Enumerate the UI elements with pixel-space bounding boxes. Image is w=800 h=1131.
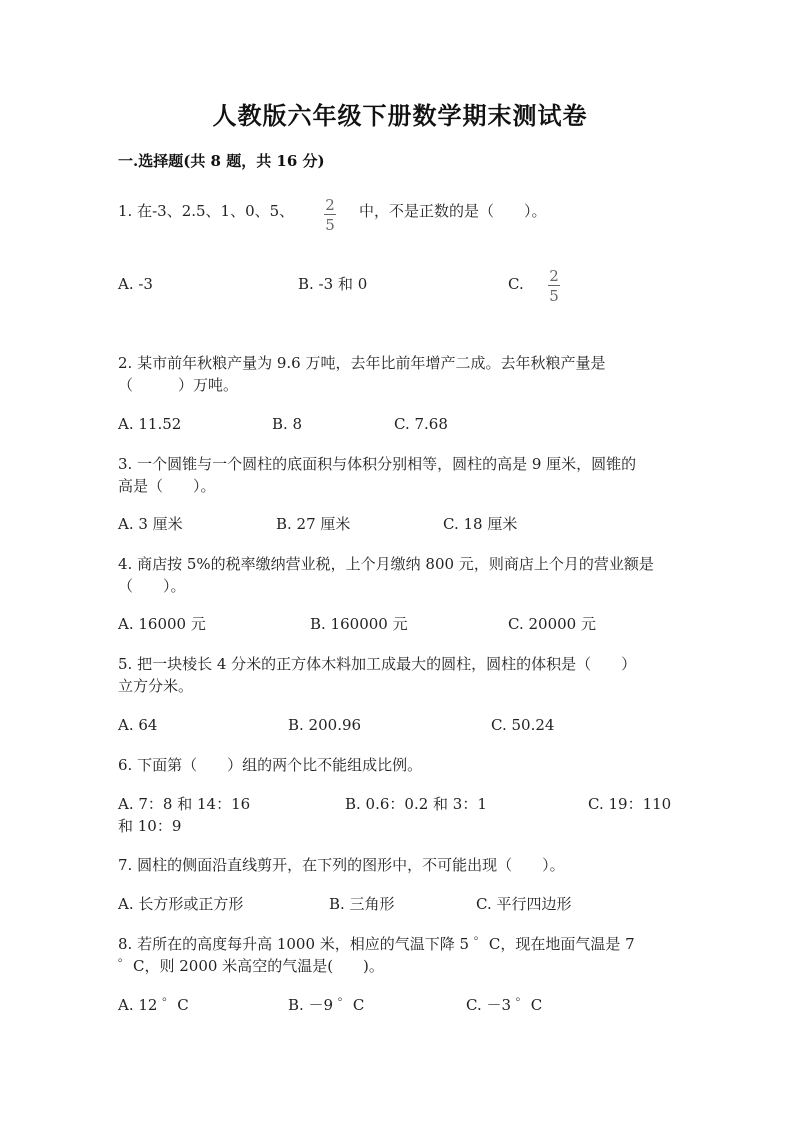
question-7-line-1: 7. 圆柱的侧面沿直线剪开，在下列的图形中，不可能出现（ ）。 xyxy=(118,856,565,874)
question-1-option-c-fraction xyxy=(547,268,561,304)
question-2-option-c[interactable]: C. 7.68 xyxy=(394,415,448,433)
question-6-option-a[interactable]: A. 7：8 和 14：16 xyxy=(118,795,251,813)
question-6-option-c[interactable]: C. 19：110 xyxy=(588,795,672,813)
question-3-option-a[interactable]: A. 3 厘米 xyxy=(118,515,183,533)
fraction-denominator: 5 xyxy=(549,287,559,305)
question-5-line-1: 5. 把一块棱长 4 分米的正方体木料加工成最大的圆柱，圆柱的体积是（ ） xyxy=(118,655,637,673)
fraction-bar xyxy=(324,214,336,215)
question-7-option-b[interactable]: B. 三角形 xyxy=(329,895,395,913)
question-1-fraction xyxy=(323,197,337,233)
question-2-option-b[interactable]: B. 8 xyxy=(272,415,303,433)
question-3-option-c[interactable]: C. 18 厘米 xyxy=(443,515,518,533)
question-4-line-2: （ ）。 xyxy=(118,577,186,595)
question-5-option-a[interactable]: A. 64 xyxy=(118,716,158,734)
question-1-stem-after: 中，不是正数的是（ ）。 xyxy=(359,202,547,220)
page-title: 人教版六年级下册数学期末测试卷 xyxy=(212,101,588,130)
question-7-option-c[interactable]: C. 平行四边形 xyxy=(476,895,572,913)
question-4-line-1: 4. 商店按 5%的税率缴纳营业税，上个月缴纳 800 元，则商店上个月的营业额是 xyxy=(118,555,654,573)
question-8-option-a[interactable]: A. 12 ゜C xyxy=(118,996,189,1014)
question-2-line-1: 2. 某市前年秋粮产量为 9.6 万吨，去年比前年增产二成。去年秋粮产量是 xyxy=(118,354,606,372)
question-8-line-1: 8. 若所在的高度每升高 1000 米，相应的气温下降 5 ゜C，现在地面气温是 7 xyxy=(118,935,635,953)
question-4-option-b[interactable]: B. 160000 元 xyxy=(310,615,408,633)
question-8-line-2: ゜C，则 2000 米高空的气温是( )。 xyxy=(118,957,384,975)
question-7-option-a[interactable]: A. 长方形或正方形 xyxy=(118,895,244,913)
question-4-option-a[interactable]: A. 16000 元 xyxy=(118,615,206,633)
fraction-numerator: 2 xyxy=(549,267,559,285)
question-3-line-2: 高是（ ）。 xyxy=(118,477,216,495)
question-5-option-c[interactable]: C. 50.24 xyxy=(491,716,555,734)
question-5-option-b[interactable]: B. 200.96 xyxy=(288,716,362,734)
fraction-bar xyxy=(548,285,560,286)
fraction-denominator: 5 xyxy=(325,216,335,234)
question-1-option-c[interactable]: C. xyxy=(508,275,524,293)
question-2-line-2: （ ）万吨。 xyxy=(118,376,239,394)
question-8-option-b[interactable]: B. －9 ゜C xyxy=(288,996,365,1014)
question-1-option-a[interactable]: A. -3 xyxy=(118,275,153,293)
question-1-option-b[interactable]: B. -3 和 0 xyxy=(298,275,368,293)
question-6-line-1: 6. 下面第（ ）组的两个比不能组成比例。 xyxy=(118,756,423,774)
fraction-numerator: 2 xyxy=(325,196,335,214)
question-5-line-2: 立方分米。 xyxy=(118,677,194,695)
question-3-line-1: 3. 一个圆锥与一个圆柱的底面积与体积分别相等，圆柱的高是 9 厘米，圆锥的 xyxy=(118,455,637,473)
question-3-option-b[interactable]: B. 27 厘米 xyxy=(276,515,351,533)
question-6-option-a-continuation: 和 10：9 xyxy=(118,817,182,835)
question-6-option-b[interactable]: B. 0.6：0.2 和 3：1 xyxy=(345,795,487,813)
question-4-option-c[interactable]: C. 20000 元 xyxy=(508,615,596,633)
section-heading: 一.选择题(共 8 题，共 16 分) xyxy=(118,152,325,170)
question-2-option-a[interactable]: A. 11.52 xyxy=(118,415,182,433)
question-8-option-c[interactable]: C. －3 ゜C xyxy=(466,996,543,1014)
question-1-stem-before: 1. 在-3、2.5、1、0、5、 xyxy=(118,202,295,220)
